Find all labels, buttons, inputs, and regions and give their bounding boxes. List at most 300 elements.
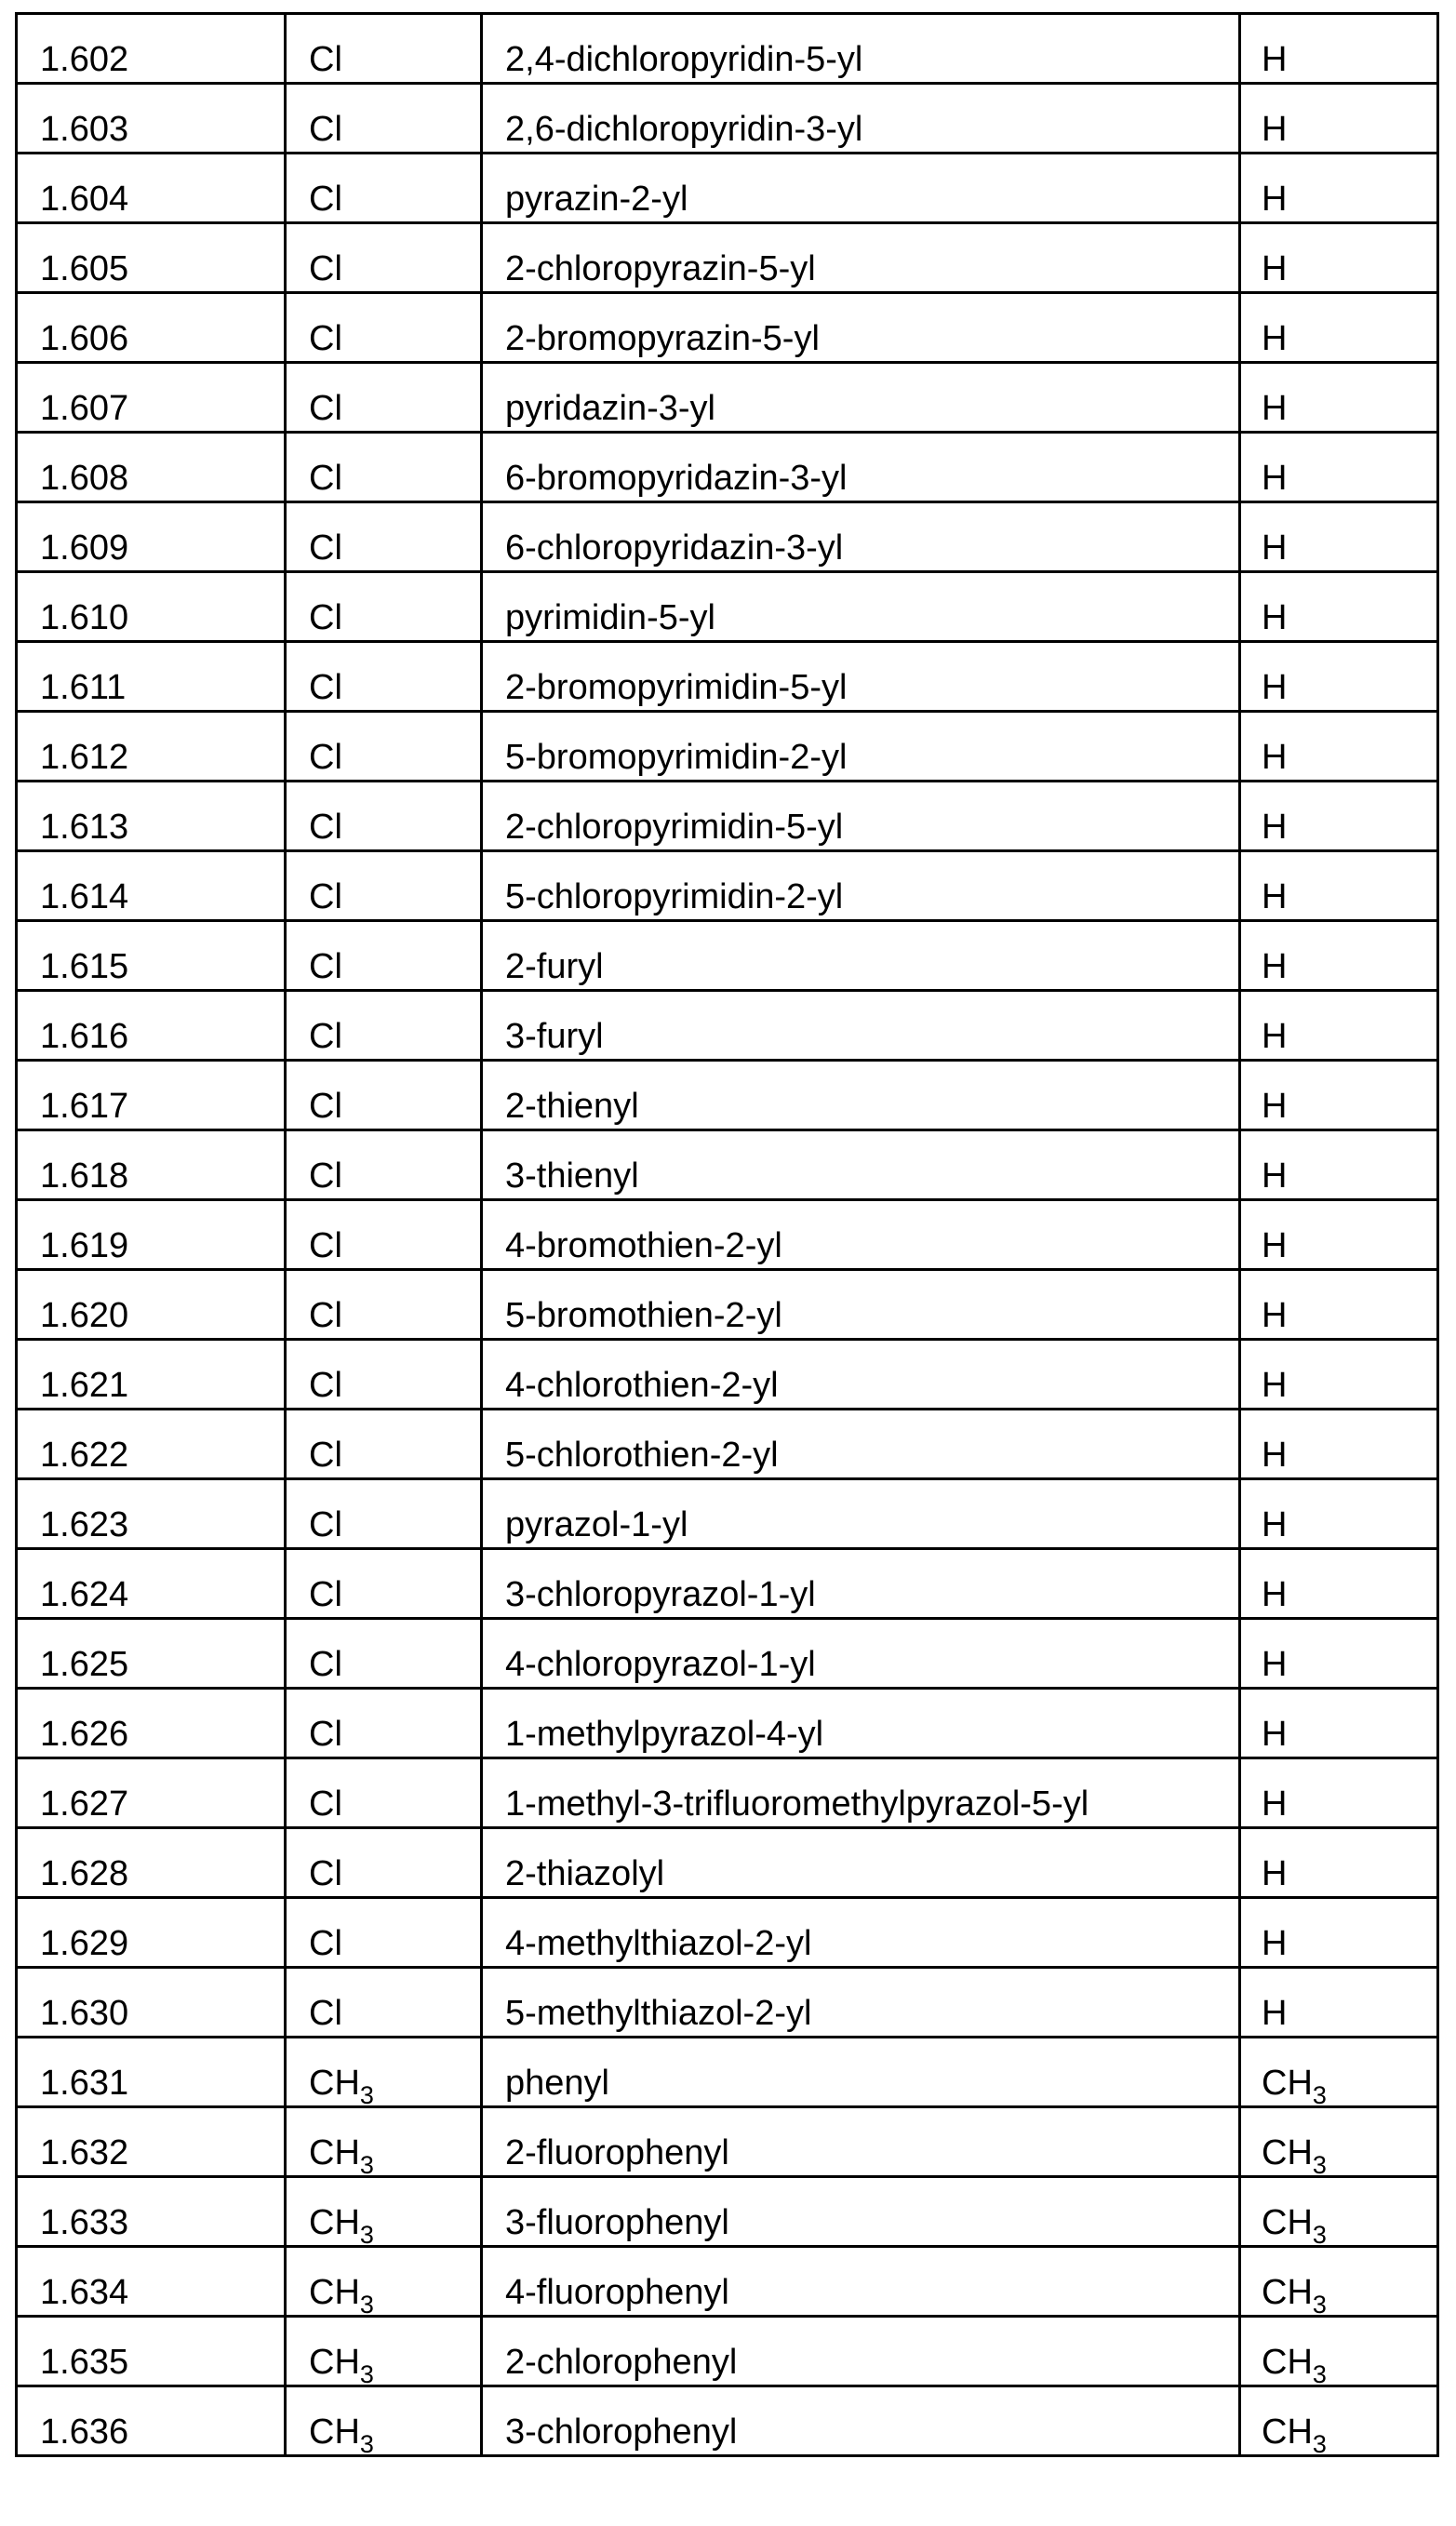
r1-substituent: Cl bbox=[309, 1017, 342, 1056]
r2-substituent: 3-thienyl bbox=[505, 1156, 639, 1196]
compound-number: 1.636 bbox=[40, 2412, 129, 2452]
r2-substituent: 4-fluorophenyl bbox=[505, 2273, 729, 2312]
r1-substituent: Cl bbox=[309, 738, 342, 777]
table-row bbox=[17, 1061, 1438, 1130]
compound-number-cell bbox=[17, 2038, 286, 2107]
compound-number-cell bbox=[17, 2177, 286, 2247]
r2-substituent-cell bbox=[482, 293, 1240, 363]
r3-substituent: H bbox=[1262, 249, 1288, 288]
r1-substituent-cell bbox=[286, 2247, 482, 2317]
r2-substituent-cell bbox=[482, 154, 1240, 223]
compound-number: 1.627 bbox=[40, 1784, 129, 1824]
table-row bbox=[17, 1968, 1438, 2038]
table-row bbox=[17, 2177, 1438, 2247]
r2-substituent: 3-furyl bbox=[505, 1017, 604, 1056]
r2-substituent: 2-chloropyrazin-5-yl bbox=[505, 249, 816, 288]
compound-number-cell bbox=[17, 502, 286, 572]
compound-number-cell bbox=[17, 1410, 286, 1479]
r2-substituent-cell bbox=[482, 642, 1240, 712]
r2-substituent-cell bbox=[482, 1200, 1240, 1270]
table-row bbox=[17, 1549, 1438, 1619]
compound-number-cell bbox=[17, 1340, 286, 1410]
table-row bbox=[17, 642, 1438, 712]
r1-substituent: Cl bbox=[309, 1156, 342, 1196]
r1-substituent-cell bbox=[286, 782, 482, 851]
r1-substituent-cell bbox=[286, 1270, 482, 1340]
compound-number: 1.602 bbox=[40, 40, 129, 79]
r3-substituent-cell bbox=[1240, 2038, 1438, 2107]
compound-number-cell bbox=[17, 1549, 286, 1619]
r1-substituent-cell bbox=[286, 991, 482, 1061]
compound-number: 1.615 bbox=[40, 947, 129, 986]
r3-substituent: H bbox=[1262, 1296, 1288, 1335]
table-row bbox=[17, 2107, 1438, 2177]
r3-substituent: H bbox=[1262, 1087, 1288, 1126]
r2-substituent: 5-bromothien-2-yl bbox=[505, 1296, 782, 1335]
r3-substituent-cell bbox=[1240, 1968, 1438, 2038]
compound-number-cell bbox=[17, 1828, 286, 1898]
compound-number: 1.606 bbox=[40, 319, 129, 358]
r3-substituent: H bbox=[1262, 528, 1288, 568]
table-row bbox=[17, 363, 1438, 433]
r1-substituent-cell bbox=[286, 1758, 482, 1828]
table-row bbox=[17, 1479, 1438, 1549]
r1-substituent-cell bbox=[286, 642, 482, 712]
table-row bbox=[17, 1758, 1438, 1828]
r1-substituent-cell bbox=[286, 712, 482, 782]
table-body bbox=[17, 14, 1438, 2456]
r1-subscript: 3 bbox=[359, 2151, 374, 2177]
table-row bbox=[17, 1340, 1438, 1410]
compound-number-cell bbox=[17, 572, 286, 642]
compound-number-cell bbox=[17, 642, 286, 712]
r3-substituent-cell bbox=[1240, 1200, 1438, 1270]
r3-substituent: H bbox=[1262, 1226, 1288, 1265]
r2-substituent-cell bbox=[482, 921, 1240, 991]
r1-substituent-cell bbox=[286, 1061, 482, 1130]
r2-substituent: 6-bromopyridazin-3-yl bbox=[505, 459, 848, 498]
r1-substituent-cell bbox=[286, 1968, 482, 2038]
compound-number-cell bbox=[17, 154, 286, 223]
r2-substituent: pyrazin-2-yl bbox=[505, 180, 688, 219]
table-row bbox=[17, 1410, 1438, 1479]
compound-number-cell bbox=[17, 1619, 286, 1689]
r1-substituent: Cl bbox=[309, 1226, 342, 1265]
r1-substituent-cell bbox=[286, 1619, 482, 1689]
compound-number: 1.630 bbox=[40, 1994, 129, 2033]
r1-substituent-cell bbox=[286, 921, 482, 991]
r2-substituent-cell bbox=[482, 1130, 1240, 1200]
r3-substituent: H bbox=[1262, 1715, 1288, 1754]
r1-substituent: Cl bbox=[309, 1645, 342, 1684]
table-row bbox=[17, 1898, 1438, 1968]
r2-substituent-cell bbox=[482, 2107, 1240, 2177]
r1-substituent: Cl bbox=[309, 1924, 342, 1963]
r3-substituent: H bbox=[1262, 877, 1288, 916]
table-row bbox=[17, 14, 1438, 84]
compound-number-cell bbox=[17, 1200, 286, 1270]
r2-substituent-cell bbox=[482, 712, 1240, 782]
r2-substituent: 2,6-dichloropyridin-3-yl bbox=[505, 110, 863, 149]
r2-substituent-cell bbox=[482, 2386, 1240, 2456]
compound-number: 1.635 bbox=[40, 2343, 129, 2382]
r3-substituent-cell bbox=[1240, 991, 1438, 1061]
compound-number: 1.613 bbox=[40, 808, 129, 847]
r1-substituent-cell bbox=[286, 1479, 482, 1549]
r2-substituent: 5-methylthiazol-2-yl bbox=[505, 1994, 812, 2033]
r3-substituent-cell bbox=[1240, 2107, 1438, 2177]
table-row bbox=[17, 84, 1438, 154]
compound-number: 1.624 bbox=[40, 1575, 129, 1614]
r2-substituent-cell bbox=[482, 1619, 1240, 1689]
compound-number: 1.609 bbox=[40, 528, 129, 568]
r1-substituent-cell bbox=[286, 1410, 482, 1479]
table-row bbox=[17, 1828, 1438, 1898]
compound-table bbox=[15, 12, 1439, 2457]
r1-substituent: Cl bbox=[309, 1505, 342, 1544]
r3-substituent-cell bbox=[1240, 921, 1438, 991]
r3-substituent-cell bbox=[1240, 84, 1438, 154]
r1-substituent: Cl bbox=[309, 1854, 342, 1893]
table-row bbox=[17, 1689, 1438, 1758]
r1-substituent-cell bbox=[286, 1689, 482, 1758]
r3-substituent: CH bbox=[1262, 2412, 1313, 2452]
r1-substituent: Cl bbox=[309, 40, 342, 79]
r1-substituent-cell bbox=[286, 2038, 482, 2107]
r1-substituent-cell bbox=[286, 502, 482, 572]
r1-substituent-cell bbox=[286, 1828, 482, 1898]
r1-substituent: Cl bbox=[309, 528, 342, 568]
r2-substituent: pyridazin-3-yl bbox=[505, 389, 715, 428]
compound-number: 1.625 bbox=[40, 1645, 129, 1684]
r2-substituent-cell bbox=[482, 2038, 1240, 2107]
compound-number: 1.628 bbox=[40, 1854, 129, 1893]
r1-substituent: Cl bbox=[309, 110, 342, 149]
r1-substituent-cell bbox=[286, 2107, 482, 2177]
r1-substituent: CH bbox=[309, 2133, 360, 2172]
table-row bbox=[17, 1270, 1438, 1340]
r1-substituent: Cl bbox=[309, 1436, 342, 1475]
r3-substituent: CH bbox=[1262, 2273, 1313, 2312]
r3-substituent: H bbox=[1262, 1436, 1288, 1475]
r3-subscript: 3 bbox=[1312, 2081, 1327, 2107]
compound-number: 1.607 bbox=[40, 389, 129, 428]
compound-number-cell bbox=[17, 851, 286, 921]
r3-substituent-cell bbox=[1240, 433, 1438, 502]
r1-substituent: Cl bbox=[309, 459, 342, 498]
r2-substituent-cell bbox=[482, 363, 1240, 433]
compound-number-cell bbox=[17, 84, 286, 154]
table-row bbox=[17, 991, 1438, 1061]
compound-number: 1.604 bbox=[40, 180, 129, 219]
r1-substituent-cell bbox=[286, 1898, 482, 1968]
r3-substituent-cell bbox=[1240, 1270, 1438, 1340]
r3-substituent: H bbox=[1262, 1994, 1288, 2033]
compound-number: 1.612 bbox=[40, 738, 129, 777]
r1-subscript: 3 bbox=[359, 2081, 374, 2107]
r1-substituent: Cl bbox=[309, 598, 342, 637]
r3-substituent-cell bbox=[1240, 1340, 1438, 1410]
r3-substituent-cell bbox=[1240, 782, 1438, 851]
r1-substituent-cell bbox=[286, 2177, 482, 2247]
r3-substituent-cell bbox=[1240, 712, 1438, 782]
compound-number: 1.608 bbox=[40, 459, 129, 498]
r3-substituent-cell bbox=[1240, 1130, 1438, 1200]
r3-substituent-cell bbox=[1240, 572, 1438, 642]
r3-substituent: H bbox=[1262, 459, 1288, 498]
r3-substituent-cell bbox=[1240, 293, 1438, 363]
r1-substituent-cell bbox=[286, 1130, 482, 1200]
compound-number: 1.605 bbox=[40, 249, 129, 288]
compound-number-cell bbox=[17, 2317, 286, 2386]
r3-substituent: CH bbox=[1262, 2343, 1313, 2382]
r3-subscript: 3 bbox=[1312, 2291, 1327, 2317]
r1-subscript: 3 bbox=[359, 2291, 374, 2317]
r2-substituent: 1-methyl-3-trifluoromethylpyrazol-5-yl bbox=[505, 1784, 1089, 1824]
r1-substituent-cell bbox=[286, 851, 482, 921]
compound-number-cell bbox=[17, 1270, 286, 1340]
table-row bbox=[17, 921, 1438, 991]
compound-number-cell bbox=[17, 2386, 286, 2456]
r2-substituent: 6-chloropyridazin-3-yl bbox=[505, 528, 844, 568]
r3-substituent-cell bbox=[1240, 2317, 1438, 2386]
r1-substituent: Cl bbox=[309, 1575, 342, 1614]
r3-substituent-cell bbox=[1240, 1479, 1438, 1549]
r2-substituent: 1-methylpyrazol-4-yl bbox=[505, 1715, 824, 1754]
r1-substituent-cell bbox=[286, 1340, 482, 1410]
r2-substituent-cell bbox=[482, 1340, 1240, 1410]
compound-number-cell bbox=[17, 433, 286, 502]
table-row bbox=[17, 712, 1438, 782]
r3-substituent-cell bbox=[1240, 851, 1438, 921]
r3-substituent-cell bbox=[1240, 363, 1438, 433]
r3-substituent: H bbox=[1262, 598, 1288, 637]
r3-substituent: H bbox=[1262, 1575, 1288, 1614]
compound-number-cell bbox=[17, 363, 286, 433]
r1-subscript: 3 bbox=[359, 2360, 374, 2386]
r1-substituent: Cl bbox=[309, 249, 342, 288]
r3-substituent-cell bbox=[1240, 2247, 1438, 2317]
compound-number: 1.621 bbox=[40, 1366, 129, 1405]
r3-substituent: H bbox=[1262, 1924, 1288, 1963]
r3-substituent-cell bbox=[1240, 1898, 1438, 1968]
compound-number-cell bbox=[17, 1061, 286, 1130]
r1-substituent: Cl bbox=[309, 1087, 342, 1126]
compound-number: 1.623 bbox=[40, 1505, 129, 1544]
r3-substituent: H bbox=[1262, 1017, 1288, 1056]
r3-substituent-cell bbox=[1240, 1410, 1438, 1479]
r3-substituent: CH bbox=[1262, 2064, 1313, 2103]
r2-substituent: 2-thiazolyl bbox=[505, 1854, 665, 1893]
compound-number-cell bbox=[17, 921, 286, 991]
r2-substituent: pyrazol-1-yl bbox=[505, 1505, 688, 1544]
compound-number: 1.633 bbox=[40, 2203, 129, 2242]
r2-substituent: pyrimidin-5-yl bbox=[505, 598, 715, 637]
r2-substituent-cell bbox=[482, 2177, 1240, 2247]
table-row bbox=[17, 154, 1438, 223]
r3-substituent: H bbox=[1262, 319, 1288, 358]
compound-number-cell bbox=[17, 293, 286, 363]
compound-number: 1.631 bbox=[40, 2064, 129, 2103]
r1-substituent: CH bbox=[309, 2064, 360, 2103]
r3-substituent-cell bbox=[1240, 1549, 1438, 1619]
compound-number: 1.614 bbox=[40, 877, 129, 916]
compound-number: 1.603 bbox=[40, 110, 129, 149]
r2-substituent-cell bbox=[482, 1758, 1240, 1828]
r3-substituent: H bbox=[1262, 110, 1288, 149]
table-row bbox=[17, 2247, 1438, 2317]
r3-substituent: H bbox=[1262, 1156, 1288, 1196]
r2-substituent: 3-chloropyrazol-1-yl bbox=[505, 1575, 816, 1614]
table-row bbox=[17, 2038, 1438, 2107]
r2-substituent: 2-chloropyrimidin-5-yl bbox=[505, 808, 844, 847]
table-row bbox=[17, 2386, 1438, 2456]
compound-number: 1.610 bbox=[40, 598, 129, 637]
r2-substituent-cell bbox=[482, 1549, 1240, 1619]
r3-substituent-cell bbox=[1240, 1619, 1438, 1689]
compound-number-cell bbox=[17, 712, 286, 782]
r2-substituent: 2-fluorophenyl bbox=[505, 2133, 729, 2172]
r3-substituent: H bbox=[1262, 1645, 1288, 1684]
r3-substituent: H bbox=[1262, 1784, 1288, 1824]
r3-substituent: H bbox=[1262, 808, 1288, 847]
table-row bbox=[17, 2317, 1438, 2386]
r1-substituent-cell bbox=[286, 363, 482, 433]
compound-number: 1.629 bbox=[40, 1924, 129, 1963]
compound-number-cell bbox=[17, 14, 286, 84]
compound-number: 1.618 bbox=[40, 1156, 129, 1196]
r1-substituent-cell bbox=[286, 84, 482, 154]
r1-substituent-cell bbox=[286, 433, 482, 502]
r1-substituent-cell bbox=[286, 223, 482, 293]
table-row bbox=[17, 433, 1438, 502]
compound-number-cell bbox=[17, 2107, 286, 2177]
r2-substituent: 5-chloropyrimidin-2-yl bbox=[505, 877, 844, 916]
r2-substituent-cell bbox=[482, 1410, 1240, 1479]
r2-substituent: 3-chlorophenyl bbox=[505, 2412, 738, 2452]
r2-substituent-cell bbox=[482, 84, 1240, 154]
r2-substituent-cell bbox=[482, 1898, 1240, 1968]
r1-substituent: Cl bbox=[309, 1296, 342, 1335]
r1-substituent: Cl bbox=[309, 877, 342, 916]
r2-substituent: 4-methylthiazol-2-yl bbox=[505, 1924, 812, 1963]
r3-substituent-cell bbox=[1240, 223, 1438, 293]
r3-substituent-cell bbox=[1240, 502, 1438, 572]
r2-substituent: 4-chlorothien-2-yl bbox=[505, 1366, 779, 1405]
r1-substituent: Cl bbox=[309, 1715, 342, 1754]
r3-substituent-cell bbox=[1240, 154, 1438, 223]
compound-number: 1.634 bbox=[40, 2273, 129, 2312]
compound-number: 1.619 bbox=[40, 1226, 129, 1265]
table-row bbox=[17, 293, 1438, 363]
table-row bbox=[17, 502, 1438, 572]
compound-number-cell bbox=[17, 1968, 286, 2038]
r2-substituent-cell bbox=[482, 502, 1240, 572]
r3-substituent: H bbox=[1262, 947, 1288, 986]
r2-substituent: phenyl bbox=[505, 2064, 609, 2103]
r2-substituent-cell bbox=[482, 1968, 1240, 2038]
r1-substituent: Cl bbox=[309, 180, 342, 219]
r2-substituent-cell bbox=[482, 2317, 1240, 2386]
r2-substituent-cell bbox=[482, 2247, 1240, 2317]
r2-substituent: 2-thienyl bbox=[505, 1087, 639, 1126]
r2-substituent: 4-bromothien-2-yl bbox=[505, 1226, 782, 1265]
r2-substituent-cell bbox=[482, 1479, 1240, 1549]
r3-subscript: 3 bbox=[1312, 2151, 1327, 2177]
r1-substituent: Cl bbox=[309, 319, 342, 358]
r2-substituent-cell bbox=[482, 1270, 1240, 1340]
r1-substituent: CH bbox=[309, 2343, 360, 2382]
r1-substituent: CH bbox=[309, 2203, 360, 2242]
table-row bbox=[17, 782, 1438, 851]
r1-substituent: Cl bbox=[309, 1994, 342, 2033]
r3-substituent: H bbox=[1262, 738, 1288, 777]
r2-substituent: 2-bromopyrimidin-5-yl bbox=[505, 668, 848, 707]
r3-substituent: H bbox=[1262, 1366, 1288, 1405]
r3-substituent: H bbox=[1262, 1854, 1288, 1893]
compound-number-cell bbox=[17, 1130, 286, 1200]
r2-substituent: 3-fluorophenyl bbox=[505, 2203, 729, 2242]
r2-substituent: 4-chloropyrazol-1-yl bbox=[505, 1645, 816, 1684]
compound-number: 1.626 bbox=[40, 1715, 129, 1754]
compound-number-cell bbox=[17, 1689, 286, 1758]
r1-substituent-cell bbox=[286, 1549, 482, 1619]
r2-substituent-cell bbox=[482, 782, 1240, 851]
r1-substituent-cell bbox=[286, 572, 482, 642]
r2-substituent-cell bbox=[482, 851, 1240, 921]
r3-substituent-cell bbox=[1240, 1758, 1438, 1828]
r1-substituent: CH bbox=[309, 2273, 360, 2312]
table-row bbox=[17, 223, 1438, 293]
compound-number: 1.617 bbox=[40, 1087, 129, 1126]
r2-substituent-cell bbox=[482, 1828, 1240, 1898]
table-row bbox=[17, 851, 1438, 921]
r2-substituent-cell bbox=[482, 433, 1240, 502]
r1-subscript: 3 bbox=[359, 2221, 374, 2247]
r1-substituent-cell bbox=[286, 293, 482, 363]
r3-substituent: H bbox=[1262, 389, 1288, 428]
table-row bbox=[17, 1619, 1438, 1689]
r2-substituent: 2,4-dichloropyridin-5-yl bbox=[505, 40, 863, 79]
r1-substituent-cell bbox=[286, 14, 482, 84]
r2-substituent-cell bbox=[482, 1689, 1240, 1758]
compound-number: 1.616 bbox=[40, 1017, 129, 1056]
compound-number: 1.632 bbox=[40, 2133, 129, 2172]
r3-substituent: H bbox=[1262, 40, 1288, 79]
r2-substituent-cell bbox=[482, 223, 1240, 293]
compound-number-cell bbox=[17, 1898, 286, 1968]
r2-substituent: 2-furyl bbox=[505, 947, 604, 986]
r3-subscript: 3 bbox=[1312, 2221, 1327, 2247]
compound-number: 1.620 bbox=[40, 1296, 129, 1335]
r3-substituent: CH bbox=[1262, 2203, 1313, 2242]
r1-substituent-cell bbox=[286, 2386, 482, 2456]
r2-substituent: 2-bromopyrazin-5-yl bbox=[505, 319, 820, 358]
r1-substituent: Cl bbox=[309, 668, 342, 707]
r1-substituent: CH bbox=[309, 2412, 360, 2452]
r3-substituent-cell bbox=[1240, 1689, 1438, 1758]
compound-number-cell bbox=[17, 223, 286, 293]
r2-substituent-cell bbox=[482, 14, 1240, 84]
compound-number: 1.622 bbox=[40, 1436, 129, 1475]
table-row bbox=[17, 1130, 1438, 1200]
r3-substituent-cell bbox=[1240, 2386, 1438, 2456]
r3-subscript: 3 bbox=[1312, 2360, 1327, 2386]
r3-subscript: 3 bbox=[1312, 2430, 1327, 2456]
r2-substituent-cell bbox=[482, 1061, 1240, 1130]
r2-substituent-cell bbox=[482, 572, 1240, 642]
r3-substituent: H bbox=[1262, 1505, 1288, 1544]
